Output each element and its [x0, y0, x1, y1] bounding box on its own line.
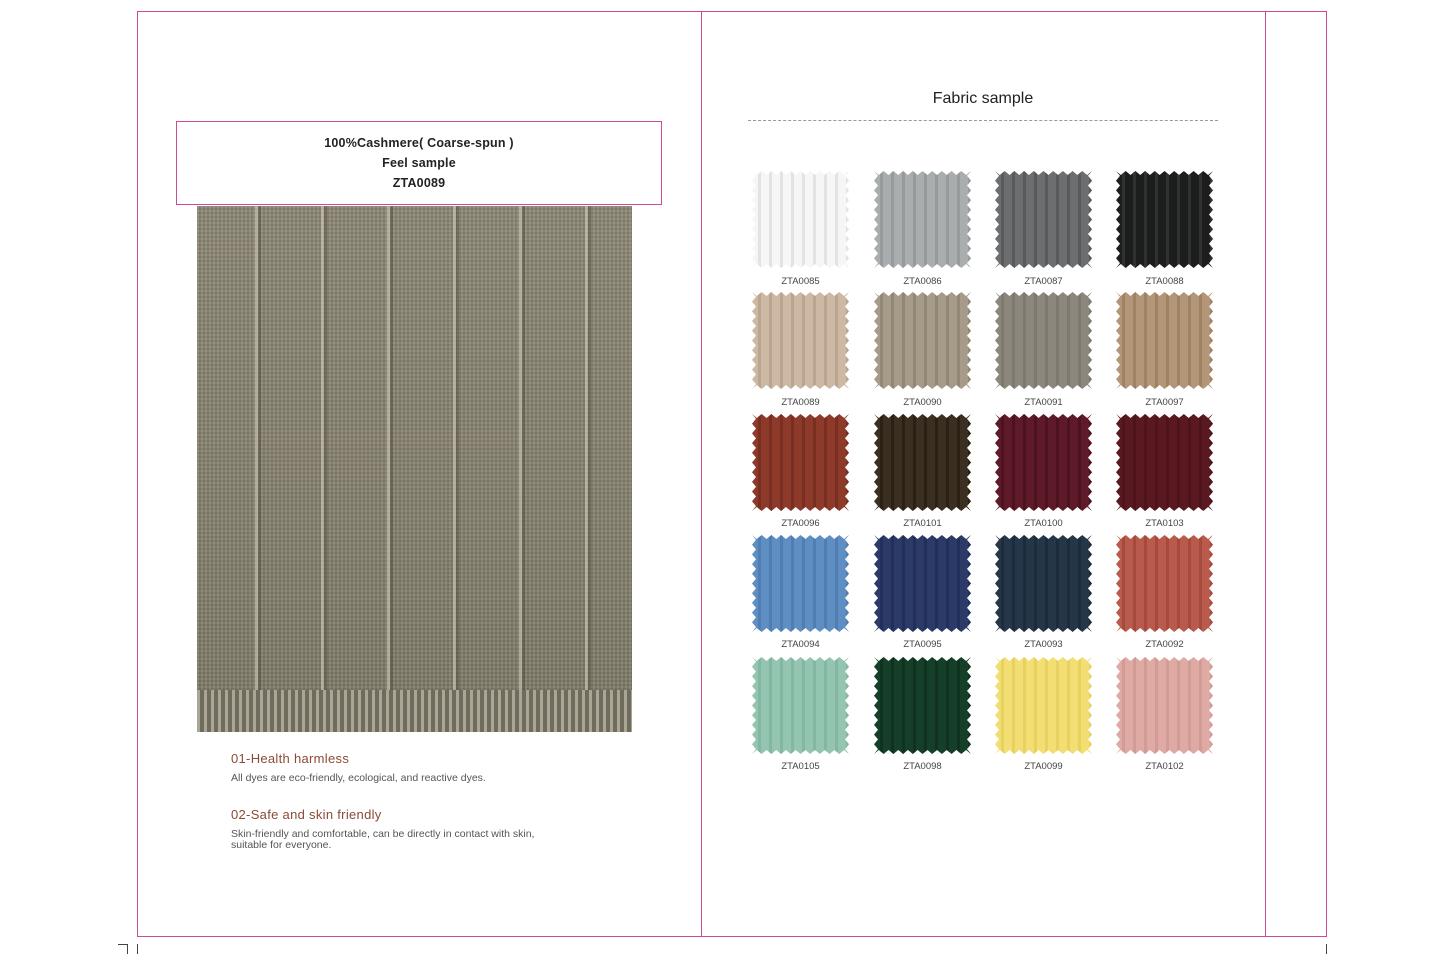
fabric-swatch — [1116, 292, 1213, 389]
swatch-code-label: ZTA0102 — [1145, 761, 1184, 772]
page-border-bottom — [137, 936, 1327, 937]
feature-desc-safe-line: Skin-friendly and comfortable, can be directly in contact with skin, — [231, 828, 535, 840]
swatch-code-label: ZTA0090 — [903, 397, 942, 408]
fabric-swatch — [995, 171, 1092, 268]
fabric-sample-title: Fabric sample — [932, 90, 1034, 107]
swatch-code-label: ZTA0095 — [903, 639, 942, 650]
swatch-code-label: ZTA0089 — [781, 397, 820, 408]
fabric-swatch — [995, 292, 1092, 389]
page-border-inner-right — [1265, 11, 1266, 937]
swatch-code-label: ZTA0087 — [1024, 276, 1063, 287]
fabric-swatch — [752, 535, 849, 632]
crop-mark — [137, 944, 138, 954]
swatch-code-label: ZTA0098 — [903, 761, 942, 772]
swatch-code-label: ZTA0099 — [1024, 761, 1063, 772]
feature-desc-safe-line: suitable for everyone. — [231, 839, 332, 851]
title-divider — [748, 120, 1218, 121]
swatch-code-label: ZTA0101 — [903, 518, 942, 529]
swatch-code-label: ZTA0103 — [1145, 518, 1184, 529]
fabric-swatch — [1116, 414, 1213, 511]
page-border-right — [1326, 11, 1327, 937]
knit-fabric-photo — [197, 206, 632, 732]
feature-title-safe: 02-Safe and skin friendly — [231, 807, 382, 822]
swatch-code-label: ZTA0086 — [903, 276, 942, 287]
fabric-swatch — [874, 535, 971, 632]
crop-mark — [127, 944, 128, 954]
fabric-swatch — [752, 657, 849, 754]
fabric-swatch — [752, 171, 849, 268]
crop-mark — [1326, 944, 1327, 954]
product-title: 100%Cashmere( Coarse-spun ) — [324, 136, 514, 150]
fabric-swatch — [1116, 171, 1213, 268]
knit-cuff-ribbing — [197, 690, 632, 732]
fabric-swatch — [1116, 657, 1213, 754]
swatch-code-label: ZTA0100 — [1024, 518, 1063, 529]
fabric-swatch — [995, 657, 1092, 754]
fabric-swatch — [752, 292, 849, 389]
page-border-top — [137, 11, 1327, 12]
swatch-code-label: ZTA0096 — [781, 518, 820, 529]
swatch-code-label: ZTA0091 — [1024, 397, 1063, 408]
feature-desc-safe — [231, 829, 591, 851]
fabric-swatch — [874, 414, 971, 511]
product-code: ZTA0089 — [392, 176, 446, 190]
feature-title-health: 01-Health harmless — [231, 751, 350, 766]
fabric-swatch — [752, 414, 849, 511]
fabric-swatch — [995, 414, 1092, 511]
page-divider — [701, 11, 702, 937]
swatch-code-label: ZTA0092 — [1145, 639, 1184, 650]
swatch-code-label: ZTA0097 — [1145, 397, 1184, 408]
swatch-code-label: ZTA0105 — [781, 761, 820, 772]
fabric-swatch — [874, 171, 971, 268]
swatch-code-label: ZTA0088 — [1145, 276, 1184, 287]
page-border-left — [137, 11, 138, 937]
feature-desc-health: All dyes are eco-friendly, ecological, and reactive dyes. — [231, 772, 486, 784]
fabric-swatch — [874, 292, 971, 389]
product-subtitle: Feel sample — [382, 156, 456, 170]
fabric-swatch — [1116, 535, 1213, 632]
fabric-swatch — [874, 657, 971, 754]
swatch-code-label: ZTA0093 — [1024, 639, 1063, 650]
swatch-code-label: ZTA0085 — [781, 276, 820, 287]
fabric-swatch — [995, 535, 1092, 632]
swatch-code-label: ZTA0094 — [781, 639, 820, 650]
product-header — [176, 121, 662, 205]
